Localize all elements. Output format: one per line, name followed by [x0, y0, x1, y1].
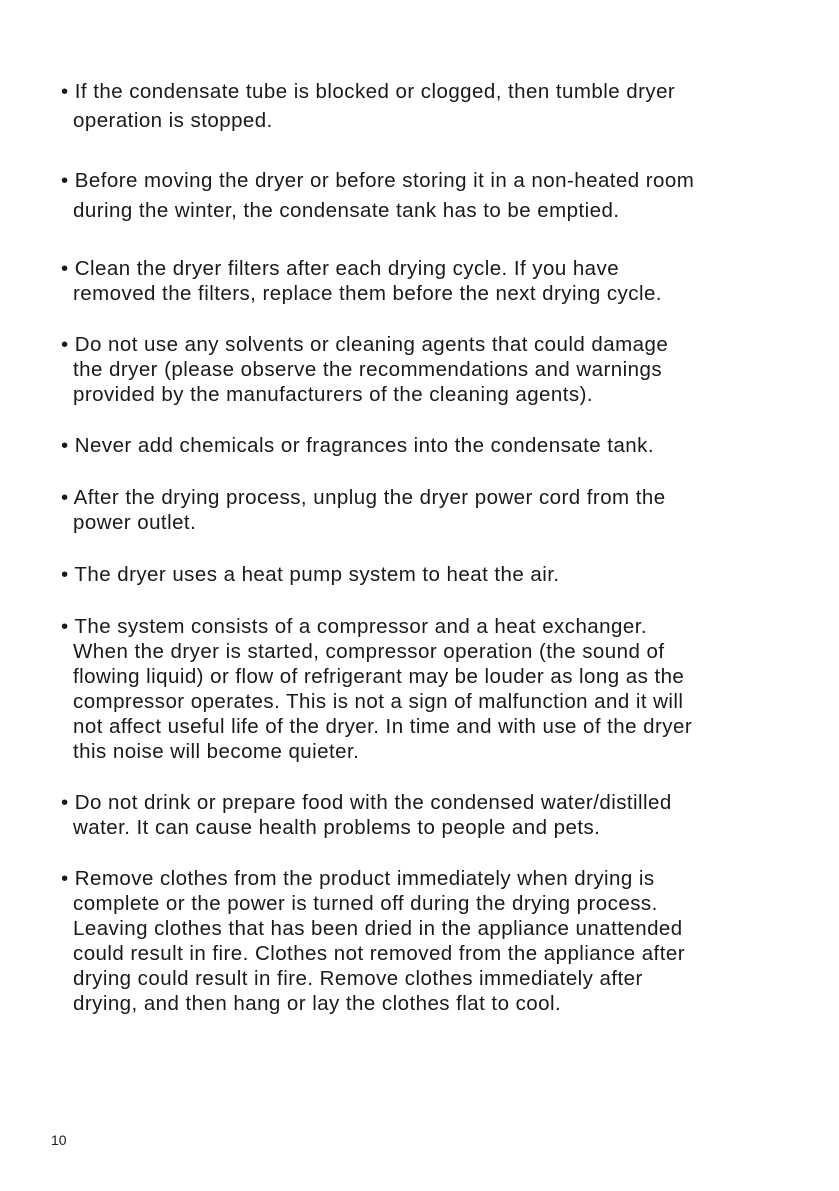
- safety-bullet-remove-clothes: [61, 866, 781, 1016]
- bullet-line: • If the condensate tube is blocked or clogged, then tumble dryer: [61, 80, 676, 103]
- bullet-line: water. It can cause health problems to people and pets.: [73, 816, 601, 839]
- bullet-line: this noise will become quieter.: [73, 740, 360, 763]
- bullet-line: flowing liquid) or flow of refrigerant may be louder as long as the: [73, 665, 685, 688]
- bullet-line: not affect useful life of the dryer. In time and with use of the dryer: [73, 715, 693, 738]
- bullet-line: power outlet.: [73, 511, 197, 534]
- bullet-line: could result in fire. Clothes not removed from the appliance after: [73, 942, 685, 965]
- bullet-line: • Clean the dryer filters after each drying cycle. If you have: [61, 257, 620, 280]
- bullet-line: drying could result in fire. Remove clothes immediately after: [73, 967, 643, 990]
- bullet-line: • Do not use any solvents or cleaning agents that could damage: [61, 333, 669, 356]
- bullet-line: • After the drying process, unplug the dryer power cord from the: [61, 486, 666, 509]
- bullet-line: operation is stopped.: [73, 109, 273, 132]
- bullet-line: When the dryer is started, compressor operation (the sound of: [73, 640, 665, 663]
- bullet-line: • Do not drink or prepare food with the condensed water/distilled: [61, 791, 672, 814]
- bullet-line: complete or the power is turned off during the drying process.: [73, 892, 658, 915]
- safety-bullet-clean-filters: [61, 256, 781, 306]
- bullet-line: during the winter, the condensate tank has to be emptied.: [73, 199, 620, 222]
- safety-bullet-no-chemicals: [61, 433, 781, 458]
- safety-bullet-unplug: [61, 485, 781, 535]
- safety-bullet-empty-tank: [61, 166, 781, 226]
- bullet-line: • Remove clothes from the product immediately when drying is: [61, 867, 655, 890]
- bullet-line: provided by the manufacturers of the cleaning agents).: [73, 383, 594, 406]
- page-number: 10: [51, 1132, 67, 1148]
- bullet-line: • Before moving the dryer or before storing it in a non-heated room: [61, 169, 695, 192]
- bullet-line: Leaving clothes that has been dried in the appliance unattended: [73, 917, 683, 940]
- safety-bullet-compressor: [61, 614, 781, 764]
- safety-bullet-condensed-water: [61, 790, 781, 840]
- safety-bullet-no-solvents: [61, 332, 781, 407]
- safety-bullet-condensate-tube: [61, 77, 781, 135]
- bullet-line: the dryer (please observe the recommendations and warnings: [73, 358, 663, 381]
- bullet-line: • The dryer uses a heat pump system to heat the air.: [61, 563, 560, 586]
- bullet-line: removed the filters, replace them before the next drying cycle.: [73, 282, 662, 305]
- bullet-line: • The system consists of a compressor and a heat exchanger.: [61, 615, 647, 638]
- bullet-line: • Never add chemicals or fragrances into the condensate tank.: [61, 434, 654, 457]
- bullet-line: compressor operates. This is not a sign of malfunction and it will: [73, 690, 684, 713]
- safety-bullet-heat-pump: [61, 562, 781, 587]
- bullet-line: drying, and then hang or lay the clothes flat to cool.: [73, 992, 562, 1015]
